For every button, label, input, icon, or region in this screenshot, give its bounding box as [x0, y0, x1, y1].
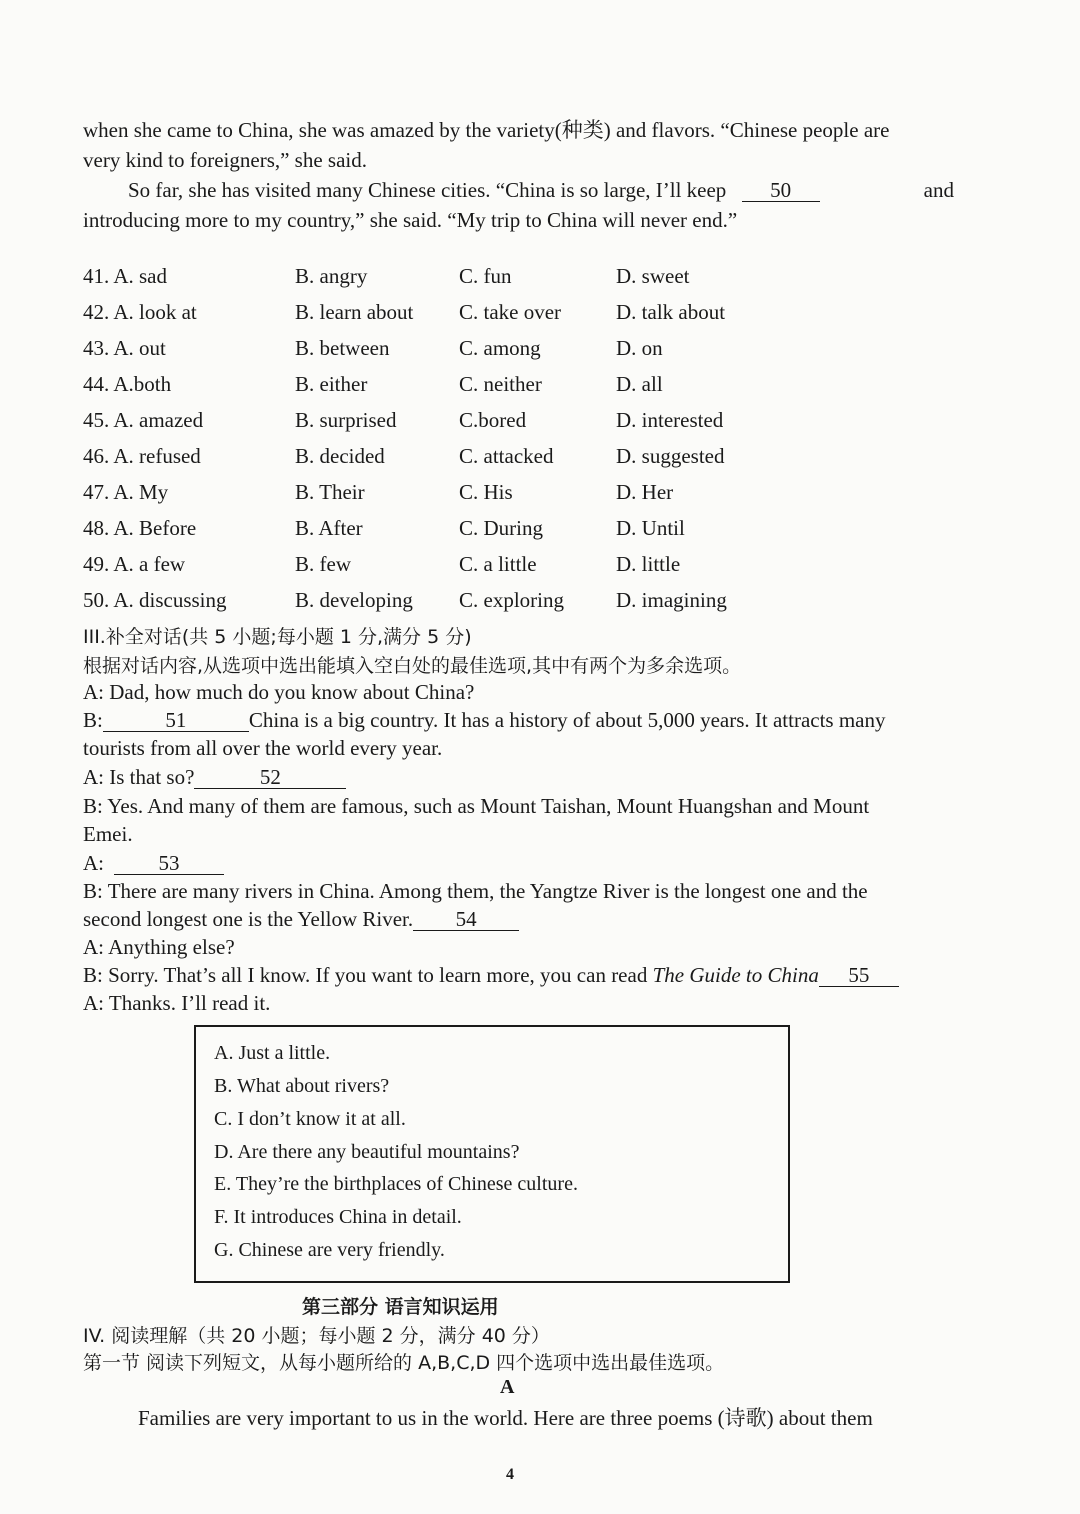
dialogue-line-2-text: China is a big country. It has a history of about 5,000 years. It attracts many	[248, 708, 886, 732]
dialogue-line-8: B: There are many rivers in China. Among them, the Yangtze River is the longest one and the	[83, 879, 868, 903]
option-a: 47. A. My	[83, 480, 169, 504]
choice-e: E. They’re the birthplaces of Chinese culture.	[214, 1173, 578, 1195]
section-4-title: IV. 阅读理解（共 20 小题；每小题 2 分，满分 40 分）	[83, 1325, 550, 1347]
dialogue-line-9	[83, 907, 519, 932]
dialogue-line-6: Emei.	[83, 822, 133, 846]
dialogue-line-4	[83, 765, 346, 790]
option-a: 50. A. discussing	[83, 588, 227, 612]
passage-line-2: very kind to foreigners,” she said.	[83, 148, 368, 172]
option-d: D. imagining	[616, 588, 727, 612]
dialogue-line-2	[83, 708, 955, 733]
option-c: C. among	[459, 336, 541, 360]
choice-b: B. What about rivers?	[214, 1075, 390, 1097]
option-d: D. sweet	[616, 264, 690, 288]
blank-54: 54	[413, 908, 519, 931]
part-3-heading: 第三部分 语言知识运用	[302, 1296, 499, 1318]
dialogue-line-9-text: second longest one is the Yellow River.	[83, 907, 414, 931]
option-a: 46. A. refused	[83, 444, 201, 468]
option-c: C. fun	[459, 264, 512, 288]
page-number: 4	[506, 1466, 514, 1483]
passage-line-1: when she came to China, she was amazed by the variety(种类) and flavors. “Chinese people are	[83, 118, 890, 142]
option-c: C. exploring	[459, 588, 564, 612]
option-b: B. Their	[295, 480, 365, 504]
option-c: C. During	[459, 516, 543, 540]
dialogue-line-1: A: Dad, how much do you know about China?	[83, 680, 475, 704]
option-b: B. surprised	[295, 408, 397, 432]
option-a: 49. A. a few	[83, 552, 186, 576]
speaker-a: A:	[83, 851, 104, 875]
dialogue-line-5: B: Yes. And many of them are famous, such as Mount Taishan, Mount Huangshan and Mount	[83, 794, 870, 818]
option-c: C. attacked	[459, 444, 554, 468]
option-b: B. developing	[295, 588, 413, 612]
speaker-b: B:	[83, 708, 103, 732]
choice-a: A. Just a little.	[214, 1042, 331, 1064]
blank-50: 50	[742, 179, 820, 202]
passage-line-3	[128, 175, 958, 205]
option-b: B. learn about	[295, 300, 414, 324]
choice-c: C. I don’t know it at all.	[214, 1108, 406, 1130]
option-a: 48. A. Before	[83, 516, 197, 540]
option-d: D. talk about	[616, 300, 726, 324]
option-d: D. suggested	[616, 444, 725, 468]
option-c: C. neither	[459, 372, 542, 396]
option-d: D. little	[616, 552, 681, 576]
dialogue-line-3: tourists from all over the world every year.	[83, 736, 443, 760]
option-d: D. Her	[616, 480, 674, 504]
option-a: 42. A. look at	[83, 300, 197, 324]
option-b: B. few	[295, 552, 351, 576]
option-b: B. decided	[295, 444, 385, 468]
section-3-title: III.补全对话(共 5 小题;每小题 1 分,满分 5 分)	[83, 626, 472, 648]
dialogue-line-4-text: A: Is that so?	[83, 765, 195, 789]
section-4-instruction: 第一节 阅读下列短文，从每小题所给的 A,B,C,D 四个选项中选出最佳选项。	[83, 1352, 725, 1374]
option-a: 45. A. amazed	[83, 408, 204, 432]
blank-52: 52	[194, 766, 346, 789]
option-a: 44. A.both	[83, 372, 172, 396]
passage-line-4: introducing more to my country,” she said. “My trip to China will never end.”	[83, 208, 738, 232]
choice-g: G. Chinese are very friendly.	[214, 1239, 445, 1261]
option-a: 43. A. out	[83, 336, 166, 360]
blank-53: 53	[114, 852, 224, 875]
choices-box	[194, 1025, 790, 1283]
choice-d: D. Are there any beautiful mountains?	[214, 1141, 520, 1163]
option-b: B. angry	[295, 264, 368, 288]
option-b: B. either	[295, 372, 368, 396]
option-c: C. take over	[459, 300, 562, 324]
option-d: D. interested	[616, 408, 724, 432]
dialogue-line-10: A: Anything else?	[83, 935, 235, 959]
option-b: B. between	[295, 336, 390, 360]
section-3-instruction: 根据对话内容,从选项中选出能填入空白处的最佳选项,其中有两个为多余选项。	[83, 655, 742, 677]
passage-line-3-text: So far, she has visited many Chinese cities. “China is so large, I’ll keep	[128, 178, 727, 202]
dialogue-line-11	[83, 963, 899, 988]
option-d: D. on	[616, 336, 663, 360]
option-c: C. a little	[459, 552, 537, 576]
dialogue-line-11-text: B: Sorry. That’s all I know. If you want to learn more, you can read	[83, 963, 648, 987]
passage-intro: Families are very important to us in the world. Here are three poems (诗歌) about them	[138, 1406, 873, 1430]
option-c: C. His	[459, 480, 513, 504]
dialogue-line-12: A: Thanks. I’ll read it.	[83, 991, 271, 1015]
choice-f: F. It introduces China in detail.	[214, 1206, 462, 1228]
option-d: D. all	[616, 372, 663, 396]
option-c: C.bored	[459, 408, 527, 432]
option-d: D. Until	[616, 516, 685, 540]
blank-51: 51	[103, 709, 249, 732]
option-a: 41. A. sad	[83, 264, 167, 288]
dialogue-line-7	[83, 851, 226, 876]
option-b: B. After	[295, 516, 363, 540]
book-title: The Guide to China	[652, 963, 819, 987]
blank-55: 55	[819, 964, 899, 987]
passage-label: A	[500, 1376, 515, 1398]
passage-line-3-end: and	[923, 178, 954, 202]
